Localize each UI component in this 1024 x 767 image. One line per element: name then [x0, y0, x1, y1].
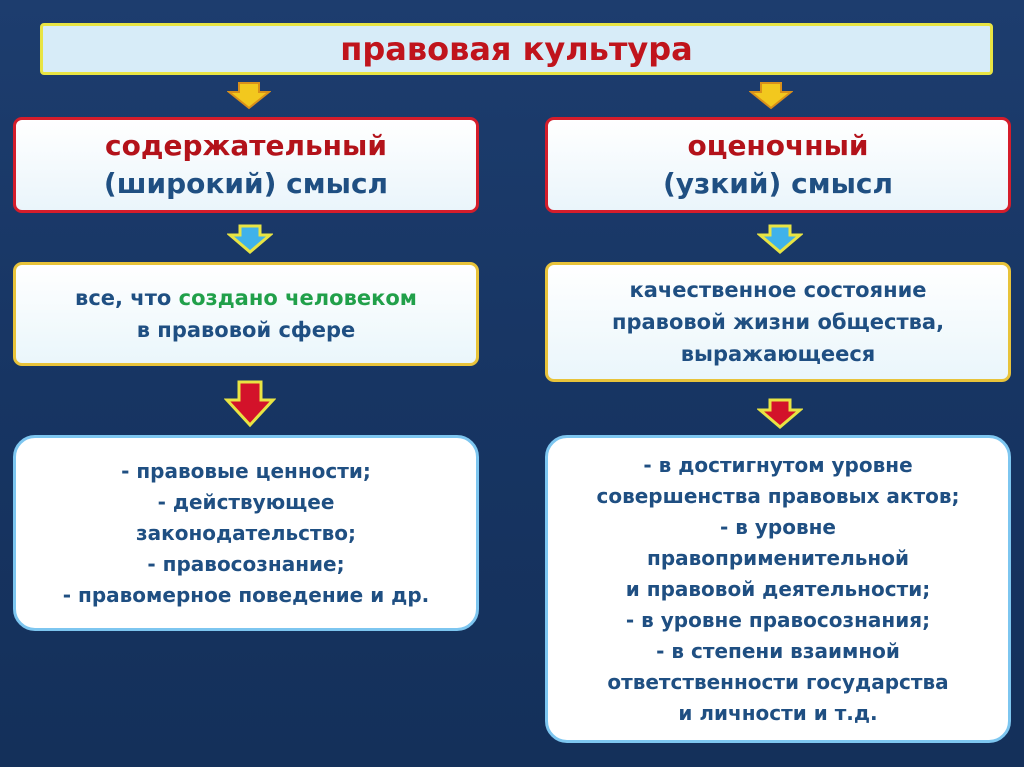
diagram-title: правовая культура	[340, 30, 693, 68]
right-heading-box	[545, 117, 1011, 213]
left-definition-line2: в правовой сфере	[136, 318, 356, 342]
list-item: - действующее	[157, 489, 335, 514]
left-items-box	[13, 435, 479, 631]
arrow-down-icon	[757, 398, 803, 430]
right-definition-line2: правовой жизни общества,	[611, 310, 945, 334]
left-subheading: (широкий) смысл	[103, 167, 389, 200]
list-item: ответственности государства	[607, 669, 949, 694]
right-items-box	[545, 435, 1011, 743]
list-item: совершенства правовых актов;	[596, 483, 960, 508]
list-item: - в уровне	[719, 514, 836, 539]
list-item: законодательство;	[136, 520, 356, 545]
arrow-down-icon	[227, 82, 271, 110]
left-definition-box	[13, 262, 479, 366]
list-item: - в степени взаимной	[656, 638, 900, 663]
left-definition-highlight: создано человеком	[178, 286, 417, 310]
arrow-down-icon	[224, 380, 276, 428]
arrow-down-icon	[227, 224, 273, 254]
list-item: правоприменительной	[647, 545, 909, 570]
list-item: - правосознание;	[147, 551, 345, 576]
arrow-down-icon	[757, 224, 803, 254]
left-heading: содержательный	[105, 129, 387, 162]
list-item: и правовой деятельности;	[625, 576, 931, 601]
right-definition-line3: выражающееся	[680, 342, 876, 366]
right-definition-highlight: качественное состояние	[629, 278, 927, 302]
right-definition-box	[545, 262, 1011, 382]
list-item: и личности и т.д.	[678, 700, 878, 725]
left-definition-prefix: все, что	[75, 286, 179, 310]
list-item: - в уровне правосознания;	[625, 607, 931, 632]
arrow-down-icon	[749, 82, 793, 110]
list-item: - правовые ценности;	[121, 458, 371, 483]
right-subheading: (узкий) смысл	[662, 167, 893, 200]
left-heading-box	[13, 117, 479, 213]
title-box	[40, 23, 993, 75]
left-definition-line1	[75, 282, 417, 314]
list-item: - правомерное поведение и др.	[62, 582, 430, 607]
right-heading: оценочный	[687, 129, 869, 162]
list-item: - в достигнутом уровне	[643, 452, 913, 477]
